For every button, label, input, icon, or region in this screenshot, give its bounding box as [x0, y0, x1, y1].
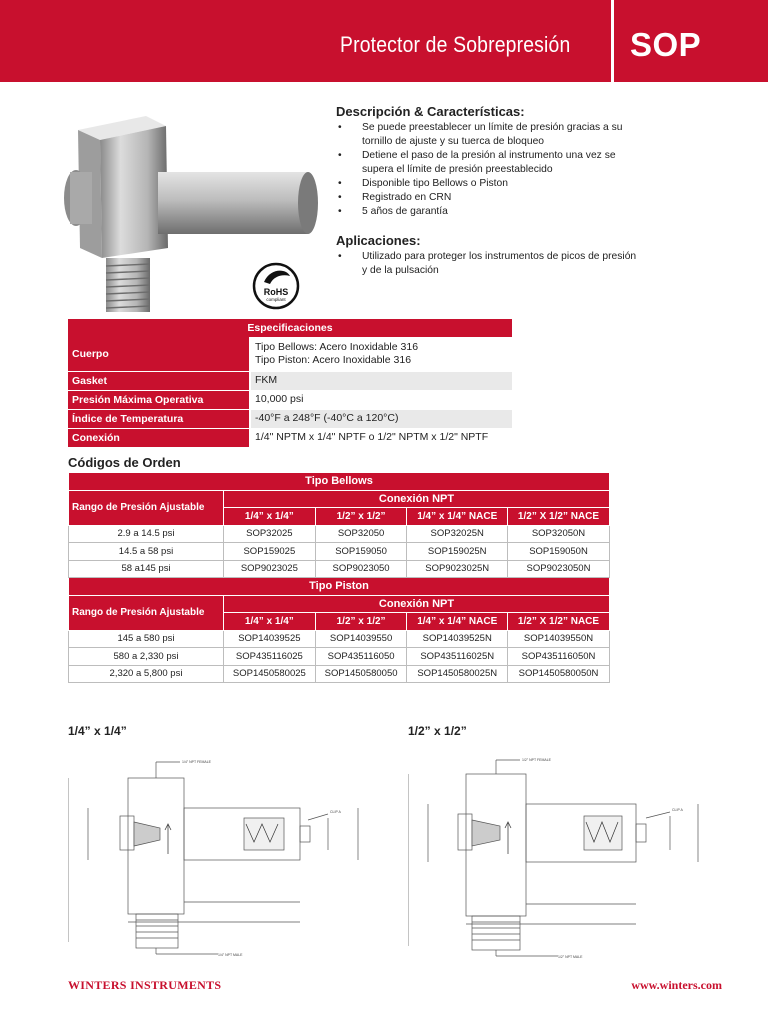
description-section	[336, 104, 706, 278]
specifications-header: Especificaciones	[68, 319, 512, 337]
code-cell: SOP9023025N	[407, 560, 508, 578]
feature-item: • Detiene el paso de la presión al instrumento una vez se	[336, 149, 706, 163]
drawing-half-inch	[408, 724, 708, 967]
code-cell: SOP435116025N	[407, 648, 508, 666]
feature-item-continued	[336, 135, 706, 149]
technical-drawing-left	[68, 742, 368, 962]
code-cell: SOP435116025	[224, 648, 316, 666]
application-list	[336, 250, 706, 278]
table-row	[69, 665, 610, 683]
spec-value-line: Tipo Piston: Acero Inoxidable 316	[255, 353, 412, 366]
code-cell: SOP159025N	[407, 543, 508, 561]
applications-section	[336, 233, 706, 278]
page-title: Protector de Sobrepresión	[340, 32, 571, 57]
rohs-badge	[252, 262, 300, 310]
application-text: y de la pulsación	[362, 265, 439, 276]
spec-key: Cuerpo	[68, 337, 250, 371]
column-header: 1/4” x 1/4” NACE	[407, 613, 508, 631]
column-header: 1/2” x 1/2”	[315, 508, 407, 526]
range-header: Rango de Presión Ajustable	[69, 490, 224, 525]
range-cell: 2,320 a 5,800 psi	[69, 665, 224, 683]
specifications-table	[68, 319, 512, 448]
column-header: 1/2” X 1/2” NACE	[508, 508, 610, 526]
code-cell: SOP32050	[315, 525, 407, 543]
application-item-continued	[336, 264, 706, 278]
feature-item: • Se puede preestablecer un límite de presión gracias a su	[336, 121, 706, 135]
code-cell: SOP1450580050	[315, 665, 407, 683]
spec-key: Presión Máxima Operativa	[68, 390, 250, 409]
code-cell: SOP9023050N	[508, 560, 610, 578]
code-cell: SOP32025	[224, 525, 316, 543]
code-cell: SOP159025	[224, 543, 316, 561]
drawing-note: 1/2" NPT MALE	[558, 955, 583, 959]
description-title: Descripción & Características:	[336, 104, 525, 119]
feature-item-continued	[336, 163, 706, 177]
range-cell: 14.5 a 58 psi	[69, 543, 224, 561]
column-header: 1/4” x 1/4”	[224, 508, 316, 526]
code-cell: SOP1450580025	[224, 665, 316, 683]
range-header: Rango de Presión Ajustable	[69, 595, 224, 630]
code-cell: SOP159050	[315, 543, 407, 561]
applications-title: Aplicaciones:	[336, 233, 421, 248]
application-item: • Utilizado para proteger los instrumentos de picos de presión	[336, 250, 706, 264]
technical-drawing-right	[408, 742, 708, 962]
code-cell: SOP435116050	[315, 648, 407, 666]
code-cell: SOP32025N	[407, 525, 508, 543]
drawing-note: 1/4" NPT FEMALE	[182, 760, 211, 764]
range-cell: 58 a145 psi	[69, 560, 224, 578]
feature-list	[336, 121, 706, 219]
connection-header: Conexión NPT	[224, 490, 610, 508]
column-header: 1/4” x 1/4” NACE	[407, 508, 508, 526]
product-code: SOP	[630, 26, 702, 63]
spec-value	[250, 337, 512, 371]
header-divider	[611, 0, 614, 82]
rohs-label: RoHS	[263, 287, 289, 297]
spec-value: FKM	[250, 371, 512, 390]
bellows-header: Tipo Bellows	[69, 473, 610, 491]
feature-item: • Disponible tipo Bellows o Piston	[336, 177, 706, 191]
table-row	[69, 525, 610, 543]
order-codes-table	[68, 472, 610, 683]
code-cell: SOP1450580025N	[407, 665, 508, 683]
header-banner	[0, 0, 768, 82]
column-header: 1/2” X 1/2” NACE	[508, 613, 610, 631]
spec-value: 1/4" NPTM x 1/4" NPTF o 1/2" NPTM x 1/2" NPTF	[250, 428, 512, 447]
code-cell: SOP9023025	[224, 560, 316, 578]
piston-header: Tipo Piston	[69, 578, 610, 596]
column-header: 1/2” x 1/2”	[315, 613, 407, 631]
code-cell: SOP14039525N	[407, 630, 508, 648]
code-cell: SOP14039525	[224, 630, 316, 648]
drawing-title: 1/2” x 1/2”	[408, 724, 467, 738]
code-cell: SOP159050N	[508, 543, 610, 561]
feature-item: • Registrado en CRN	[336, 191, 706, 205]
code-cell: SOP14039550	[315, 630, 407, 648]
spec-value: -40°F a 248°F (-40°C a 120°C)	[250, 409, 512, 428]
company-name: WINTERS INSTRUMENTS	[68, 978, 222, 992]
code-cell: SOP9023050	[315, 560, 407, 578]
column-header: 1/4” x 1/4”	[224, 613, 316, 631]
drawing-note: CLIP A	[672, 808, 683, 812]
spec-key: Índice de Temperatura	[68, 409, 250, 428]
drawing-note: 1/2" NPT FEMALE	[522, 758, 551, 762]
spec-key: Gasket	[68, 371, 250, 390]
spec-key: Conexión	[68, 428, 250, 447]
code-cell: SOP435116050N	[508, 648, 610, 666]
feature-text: tornillo de ajuste y su tuerca de bloqueo	[362, 136, 545, 147]
drawing-quarter-inch	[68, 724, 368, 967]
range-cell: 145 a 580 psi	[69, 630, 224, 648]
table-row	[69, 560, 610, 578]
rohs-sub-label: compliant	[266, 297, 286, 302]
feature-item: • 5 años de garantía	[336, 205, 706, 219]
drawing-note: 1/4" NPT MALE	[218, 953, 243, 957]
table-row	[69, 630, 610, 648]
connection-header: Conexión NPT	[224, 595, 610, 613]
code-cell: SOP1450580050N	[508, 665, 610, 683]
range-cell: 2.9 a 14.5 psi	[69, 525, 224, 543]
range-cell: 580 a 2,330 psi	[69, 648, 224, 666]
code-cell: SOP32050N	[508, 525, 610, 543]
spec-value-line: Tipo Bellows: Acero Inoxidable 316	[255, 340, 419, 353]
code-cell: SOP14039550N	[508, 630, 610, 648]
drawing-title: 1/4” x 1/4”	[68, 724, 127, 738]
spec-value: 10,000 psi	[250, 390, 512, 409]
table-row	[69, 543, 610, 561]
drawing-note: CLIP A	[330, 810, 341, 814]
table-row	[69, 648, 610, 666]
website-link[interactable]: www.winters.com	[631, 978, 722, 992]
feature-text: supera el límite de presión preestablecido	[362, 164, 553, 175]
order-codes-title: Códigos de Orden	[68, 455, 181, 470]
